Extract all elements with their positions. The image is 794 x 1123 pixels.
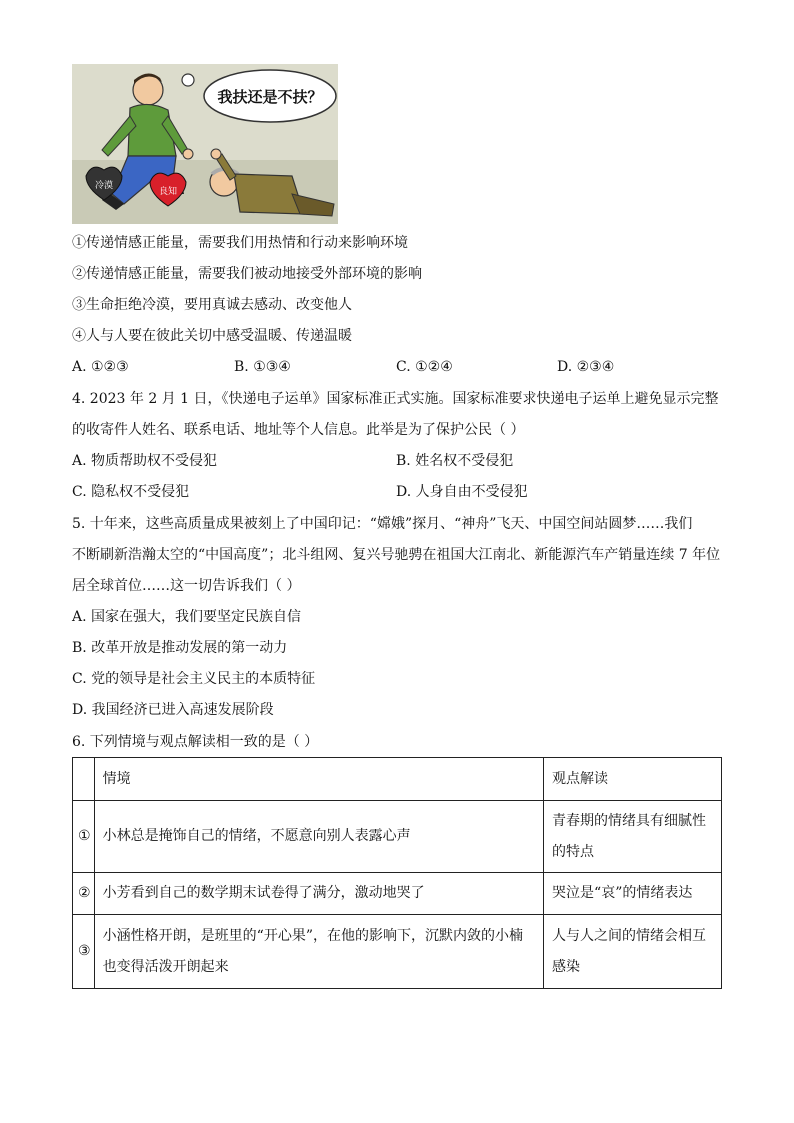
- row-situation: 小林总是掩饰自己的情绪，不愿意向别人表露心声: [94, 801, 543, 873]
- table-header-num: [73, 758, 95, 801]
- heart-label-right: 良知: [158, 187, 178, 197]
- table-row: [73, 801, 722, 873]
- q5-stem-line-1: 5. 十年来，这些高质量成果被刻上了中国印记：“嫦娥”探月、“神舟”飞天、中国空间站圆梦……我们: [72, 516, 693, 532]
- q4-option-d[interactable]: D. 人身自由不受侵犯: [396, 484, 528, 500]
- q4-stem-line-1: 4. 2023 年 2 月 1 日，《快递电子运单》国家标准正式实施。国家标准要求快递电子运单上避免显示完整: [72, 391, 719, 407]
- row-situation: 小涵性格开朗，是班里的“开心果”，在他的影响下，沉默内敛的小楠也变得活泼开朗起来: [94, 915, 543, 989]
- statement-3: ③生命拒绝冷漠，要用真诚去感动、改变他人: [72, 297, 352, 313]
- table-header-situation: 情境: [94, 758, 543, 801]
- q4-option-b[interactable]: B. 姓名权不受侵犯: [396, 453, 514, 469]
- table-row: [73, 873, 722, 915]
- q3-option-c[interactable]: C. ①②④: [396, 359, 453, 375]
- q4-option-a[interactable]: A. 物质帮助权不受侵犯: [72, 453, 218, 469]
- row-view: 哭泣是“哀”的情绪表达: [544, 873, 722, 915]
- row-view: 青春期的情绪具有细腻性的特点: [544, 801, 722, 873]
- q6-stem: 6. 下列情境与观点解读相一致的是（ ）: [72, 734, 319, 750]
- q3-option-b[interactable]: B. ①③④: [234, 359, 291, 375]
- q5-option-a[interactable]: A. 国家在强大，我们要坚定民族自信: [72, 609, 302, 625]
- row-situation: 小芳看到自己的数学期末试卷得了满分，激动地哭了: [94, 873, 543, 915]
- table-header-view: 观点解读: [544, 758, 722, 801]
- statement-4: ④人与人要在彼此关切中感受温暖、传递温暖: [72, 328, 352, 344]
- statement-2: ②传递情感正能量，需要我们被动地接受外部环境的影响: [72, 266, 422, 282]
- q5-option-b[interactable]: B. 改革开放是推动发展的第一动力: [72, 640, 288, 656]
- row-number: ②: [73, 873, 95, 915]
- q5-option-c[interactable]: C. 党的领导是社会主义民主的本质特征: [72, 671, 316, 687]
- row-view: 人与人之间的情绪会相互感染: [544, 915, 722, 989]
- cartoon-illustration: [72, 64, 338, 224]
- q6-table: [72, 757, 722, 989]
- q5-option-d[interactable]: D. 我国经济已进入高速发展阶段: [72, 702, 274, 718]
- q5-stem-line-2: 不断刷新浩瀚太空的“中国高度”；北斗组网、复兴号驰骋在祖国大江南北、新能源汽车产销量连续 7 年位: [72, 547, 721, 563]
- statement-1: ①传递情感正能量，需要我们用热情和行动来影响环境: [72, 235, 408, 251]
- q5-stem-line-3: 居全球首位……这一切告诉我们（ ）: [72, 578, 301, 594]
- table-row: [73, 915, 722, 989]
- q3-option-d[interactable]: D. ②③④: [557, 359, 615, 375]
- speech-bubble-text: 我扶还是不扶？: [217, 88, 323, 106]
- row-number: ③: [73, 915, 95, 989]
- q4-option-c[interactable]: C. 隐私权不受侵犯: [72, 484, 190, 500]
- row-number: ①: [73, 801, 95, 873]
- table-header-row: [73, 758, 722, 801]
- q3-option-a[interactable]: A. ①②③: [72, 359, 129, 375]
- q4-stem-line-2: 的收寄件人姓名、联系电话、地址等个人信息。此举是为了保护公民（ ）: [72, 422, 525, 438]
- heart-label-left: 冷漠: [94, 181, 114, 191]
